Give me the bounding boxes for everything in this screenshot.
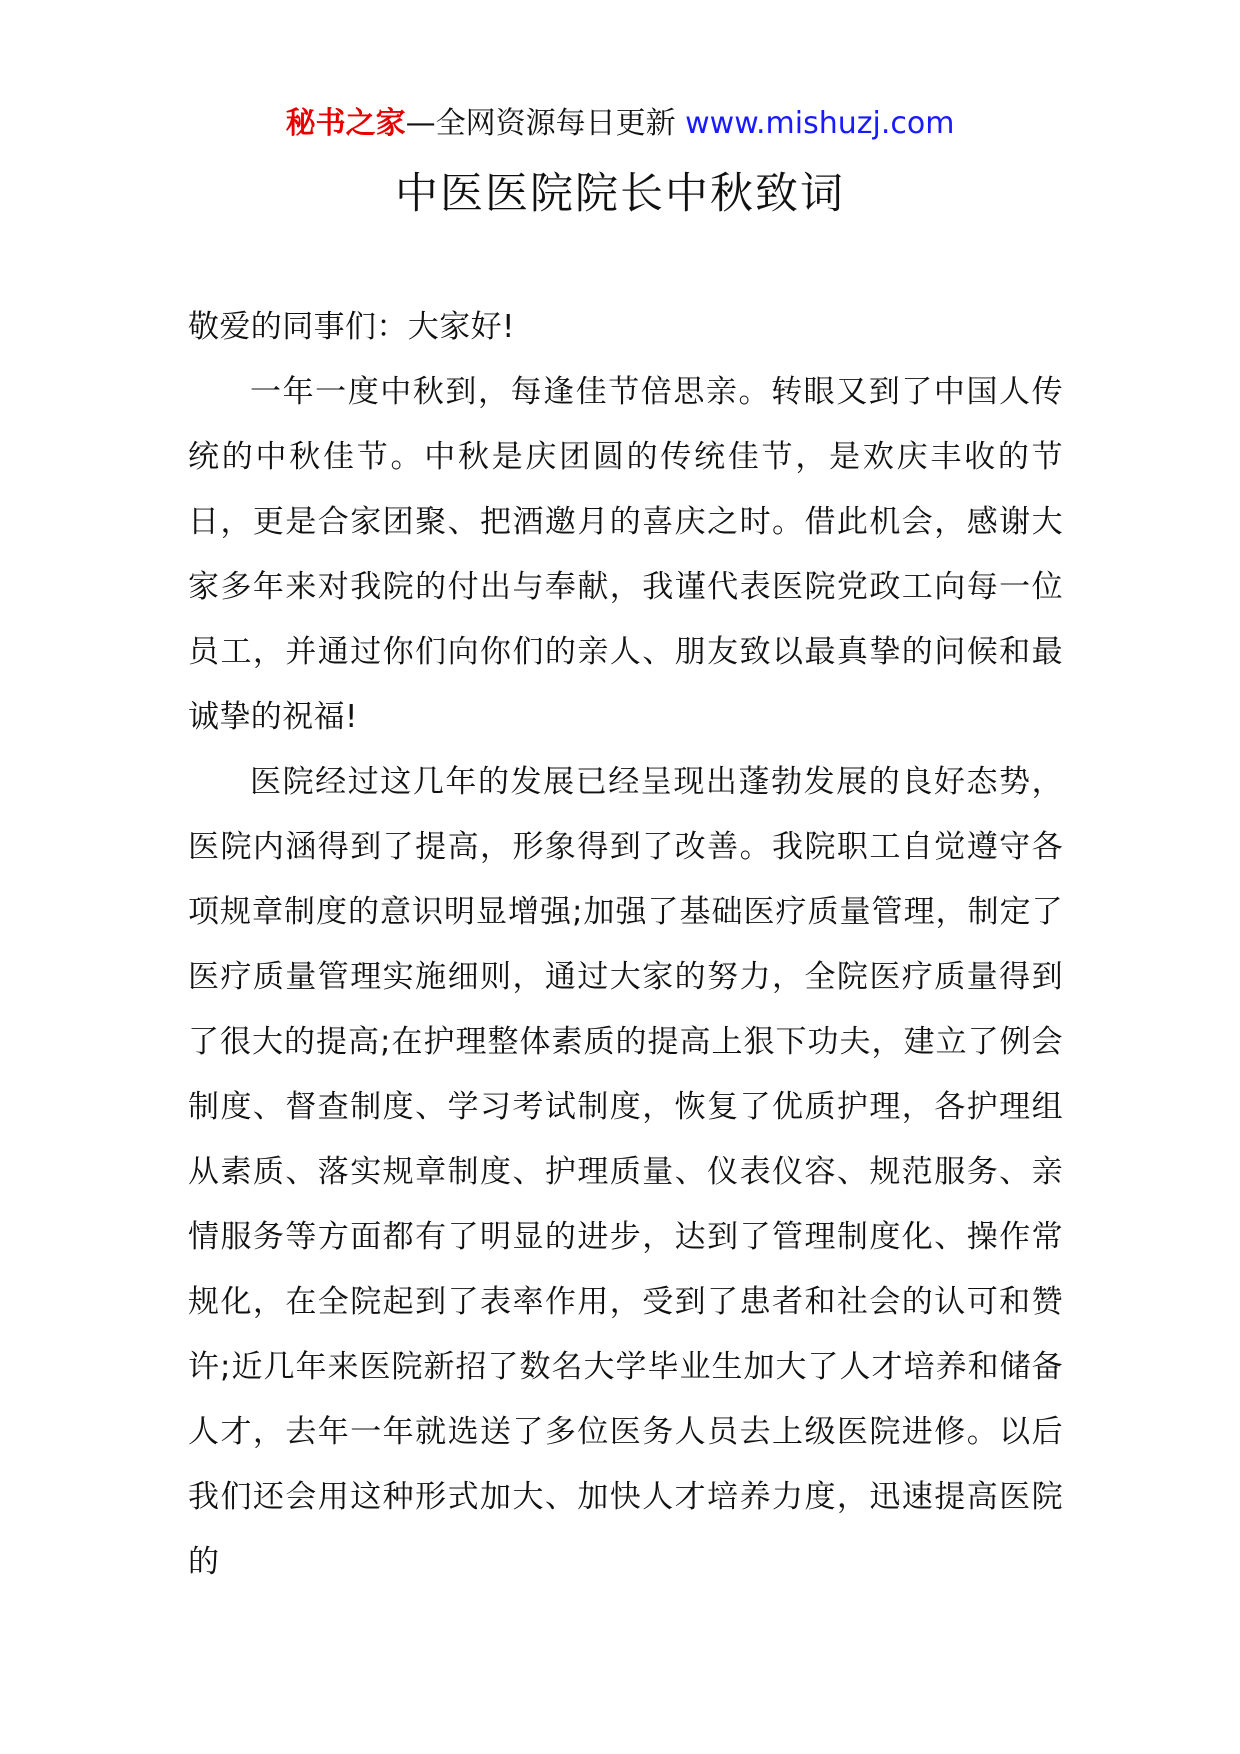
site-header [0,100,1240,148]
salutation: 敬爱的同事们：大家好! [188,309,515,345]
paragraph-1: 一年一度中秋到，每逢佳节倍思亲。转眼又到了中国人传统的中秋佳节。中秋是庆团圆的传统佳节，是欢庆丰收的节日，更是合家团聚、把酒邀月的喜庆之时。借此机会，感谢大家多年来对我院的付出与奉献，我谨代表医院党政工向每一位员工，并通过你们向你们的亲人、朋友致以最真挚的问候和最诚挚的祝福! [188,374,1063,735]
document-body [188,295,1063,1595]
site-url[interactable]: www.mishuzj.com [685,106,955,141]
document-title: 中医医院院长中秋致词 [395,169,845,219]
paragraph-2: 医院经过这几年的发展已经呈现出蓬勃发展的良好态势，医院内涵得到了提高，形象得到了改善。我院职工自觉遵守各项规章制度的意识明显增强;加强了基础医疗质量管理，制定了医疗质量管理实施细则，通过大家的努力，全院医疗质量得到了很大的提高;在护理整体素质的提高上狠下功夫，建立了例会制度、督查制度、学习考试制度，恢复了优质护理，各护理组从素质、落实规章制度、护理质量、仪表仪容、规范服务、亲情服务等方面都有了明显的进步，达到了管理制度化、操作常规化，在全院起到了表率作用，受到了患者和社会的认可和赞许;近几年来医院新招了数名大学毕业生加大了人才培养和储备人才，去年一年就选送了多位医务人员去上级医院进修。以后我们还会用这种形式加大、加快人才培养力度，迅速提高医院的 [188,764,1063,1580]
brand-name: 秘书之家 [285,106,406,141]
header-slogan: —全网资源每日更新 [405,106,686,141]
